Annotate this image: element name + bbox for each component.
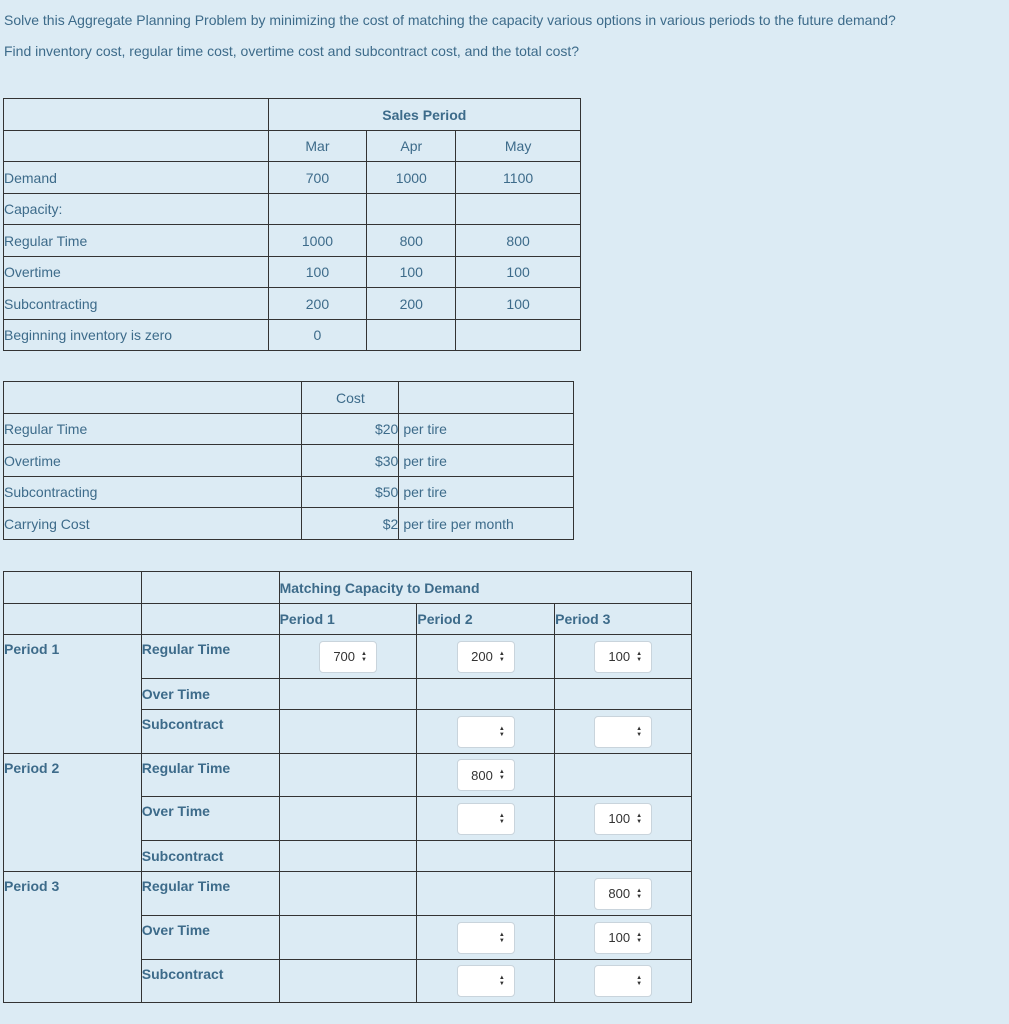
month-apr: Apr (367, 131, 456, 162)
cell-value: 800 (367, 225, 456, 257)
row-label: Beginning inventory is zero (4, 320, 269, 351)
row-period-3: Period 3 (4, 872, 142, 1003)
cell-value: 100 (456, 257, 581, 288)
cost-unit: per tire per month (399, 508, 574, 540)
cost-amount: $2 (302, 508, 399, 540)
updown-icon: ▲ ▼ (636, 812, 643, 825)
p1-sc-p3-select[interactable] (594, 716, 652, 748)
updown-icon: ▲ ▼ (498, 650, 505, 663)
month-may: May (456, 131, 581, 162)
updown-icon: ▲ ▼ (498, 931, 505, 944)
cost-label: Regular Time (4, 414, 302, 445)
question-line-2: Find inventory cost, regular time cost, overtime cost and subcontract cost, and the total cost? (4, 43, 580, 59)
cell-value (456, 320, 581, 351)
cost-unit: per tire (399, 477, 574, 508)
cost-label: Overtime (4, 445, 302, 477)
updown-icon: ▲ ▼ (636, 887, 643, 900)
month-mar: Mar (268, 131, 367, 162)
column-period-2: Period 2 (417, 604, 555, 635)
row-label: Overtime (4, 257, 269, 288)
column-period-1: Period 1 (279, 604, 417, 635)
p1-sc-p2-select[interactable] (457, 716, 515, 748)
source-subcontract: Subcontract (141, 710, 279, 754)
p2-rt-p2-select[interactable]: 800 ▲ ▼ (457, 759, 515, 791)
cell-value (456, 194, 581, 225)
sales-period-table (3, 98, 581, 351)
question-line-1: Solve this Aggregate Planning Problem by minimizing the cost of matching the capacity various options in various periods to the future demand? (4, 12, 896, 28)
cell-value (268, 194, 367, 225)
row-label: Capacity: (4, 194, 269, 225)
cost-amount: $30 (302, 445, 399, 477)
source-over-time: Over Time (141, 797, 279, 841)
p3-rt-p3-select[interactable]: 800 ▲ ▼ (594, 878, 652, 910)
row-period-2: Period 2 (4, 754, 142, 872)
p2-ot-p2-select[interactable] (457, 803, 515, 835)
p3-ot-p3-select[interactable]: 100 ▲ ▼ (594, 922, 652, 954)
p3-ot-p2-select[interactable] (457, 922, 515, 954)
updown-icon: ▲ ▼ (498, 725, 505, 738)
source-regular-time: Regular Time (141, 635, 279, 679)
cell-value: 100 (367, 257, 456, 288)
cell-value: 200 (268, 288, 367, 320)
p1-rt-p3-select[interactable]: 100 ▲ ▼ (594, 641, 652, 673)
cost-label: Carrying Cost (4, 508, 302, 540)
row-label: Demand (4, 162, 269, 194)
cell-value: 200 (367, 288, 456, 320)
cost-label: Subcontracting (4, 477, 302, 508)
updown-icon: ▲ ▼ (498, 812, 505, 825)
p1-rt-p1-select[interactable]: 700 ▲ ▼ (319, 641, 377, 673)
cost-unit: per tire (399, 445, 574, 477)
updown-icon: ▲ ▼ (636, 650, 643, 663)
p2-ot-p3-select[interactable]: 100 ▲ ▼ (594, 803, 652, 835)
cell-value: 800 (456, 225, 581, 257)
p3-sc-p2-select[interactable] (457, 965, 515, 997)
p3-sc-p3-select[interactable] (594, 965, 652, 997)
cell-value: 1000 (268, 225, 367, 257)
source-over-time: Over Time (141, 916, 279, 960)
source-regular-time: Regular Time (141, 754, 279, 797)
cell-value (367, 194, 456, 225)
source-over-time: Over Time (141, 679, 279, 710)
row-label: Regular Time (4, 225, 269, 257)
row-period-1: Period 1 (4, 635, 142, 754)
source-regular-time: Regular Time (141, 872, 279, 916)
cell-value: 0 (268, 320, 367, 351)
updown-icon: ▲ ▼ (636, 975, 643, 987)
cost-header: Cost (302, 382, 399, 414)
cell-value (367, 320, 456, 351)
column-period-3: Period 3 (555, 604, 692, 635)
source-subcontract: Subcontract (141, 960, 279, 1003)
cell-value: 100 (268, 257, 367, 288)
updown-icon: ▲ ▼ (498, 769, 505, 781)
cost-amount: $50 (302, 477, 399, 508)
matching-title: Matching Capacity to Demand (279, 572, 691, 604)
sales-period-header: Sales Period (268, 99, 580, 131)
source-subcontract: Subcontract (141, 841, 279, 872)
cell-value: 700 (268, 162, 367, 194)
updown-icon: ▲ ▼ (636, 725, 643, 738)
row-label: Subcontracting (4, 288, 269, 320)
cell-value: 1100 (456, 162, 581, 194)
cell-value: 100 (456, 288, 581, 320)
cost-table (3, 381, 574, 540)
p1-rt-p2-select[interactable]: 200 ▲ ▼ (457, 641, 515, 673)
updown-icon: ▲ ▼ (498, 975, 505, 987)
updown-icon: ▲ ▼ (361, 650, 367, 663)
cell-value: 1000 (367, 162, 456, 194)
updown-icon: ▲ ▼ (636, 931, 643, 944)
matching-table (3, 571, 692, 1003)
cost-amount: $20 (302, 414, 399, 445)
cost-unit: per tire (399, 414, 574, 445)
